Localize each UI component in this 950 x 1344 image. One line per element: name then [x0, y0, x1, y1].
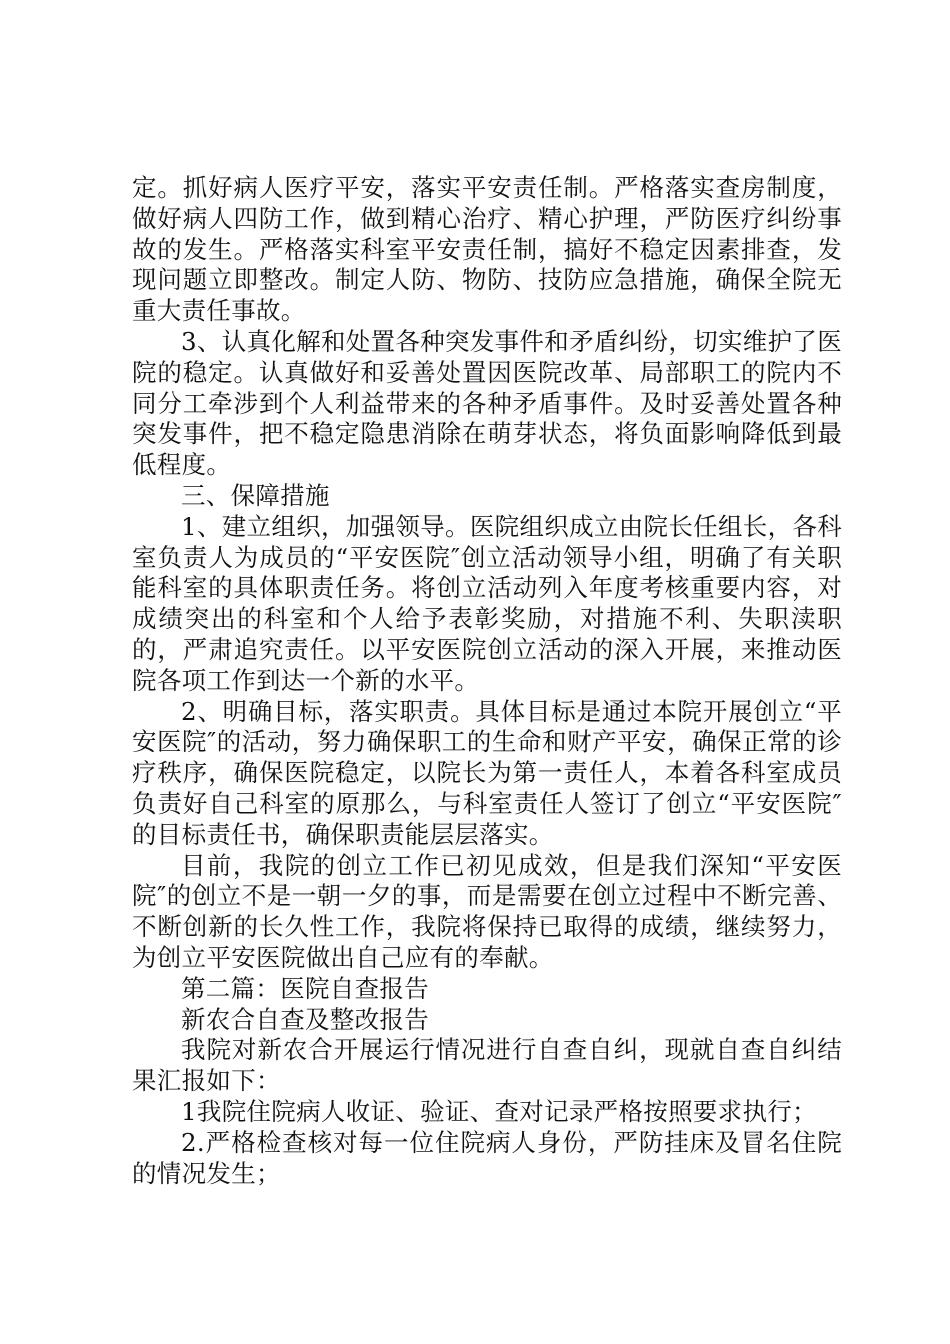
- paragraph-9: 我院对新农合开展运行情况进行自查自纠，现就自查自纠结果汇报如下：: [132, 1035, 842, 1096]
- paragraph-6: 目前，我院的创立工作已初见成效，但是我们深知“平安医院″的创立不是一朝一夕的事，而是需要在创立过程中不断完善、不断创新的长久性工作，我院将保持已取得的成绩，继续努力，为创立平安医院做出自己应有的奉献。: [132, 850, 842, 972]
- paragraph-4: 1、建立组织，加强领导。医院组织成立由院长任组长，各科室负责人为成员的“平安医院″创立活动领导小组，明确了有关职能科室的具体职责任务。将创立活动列入年度考核重要内容，对成绩突出的科室和个人给予表彰奖励，对措施不利、失职渎职的，严肃追究责任。以平安医院创立活动的深入开展，来推动医院各项工作到达一个新的水平。: [132, 511, 842, 695]
- paragraph-10: 1我院住院病人收证、验证、查对记录严格按照要求执行；: [181, 1096, 817, 1126]
- paragraph-5: 2、明确目标，落实职责。具体目标是通过本院开展创立“平安医院″的活动，努力确保职工的生命和财产平安，确保正常的诊疗秩序，确保医院稳定，以院长为第一责任人，本着各科室成员负责好自己科室的原那么，与科室责任人签订了创立“平安医院″的目标责任书，确保职责能层层落实。: [132, 696, 842, 849]
- document-body: [132, 173, 842, 1189]
- chapter-heading-2: 第二篇：医院自查报告: [181, 973, 429, 1003]
- report-title: 新农合自查及整改报告: [181, 1004, 429, 1034]
- section-heading-3: 三、保障措施: [181, 480, 330, 510]
- paragraph-2: 3、认真化解和处置各种突发事件和矛盾纠纷，切实维护了医院的稳定。认真做好和妥善处置因医院改革、局部职工的院内不同分工牵涉到个人利益带来的各种矛盾事件。及时妥善处置各种突发事件，把不稳定隐患消除在萌芽状态，将负面影响降低到最低程度。: [132, 326, 842, 480]
- paragraph-1: 定。抓好病人医疗平安，落实平安责任制。严格落实查房制度，做好病人四防工作，做到精心治疗、精心护理，严防医疗纠纷事故的发生。严格落实科室平安责任制，搞好不稳定因素排查，发现问题立即整改。制定人防、物防、技防应急措施，确保全院无重大责任事故。: [132, 173, 842, 326]
- paragraph-11: 2.严格检查核对每一位住院病人身份，严防挂床及冒名住院的情况发生；: [132, 1127, 842, 1188]
